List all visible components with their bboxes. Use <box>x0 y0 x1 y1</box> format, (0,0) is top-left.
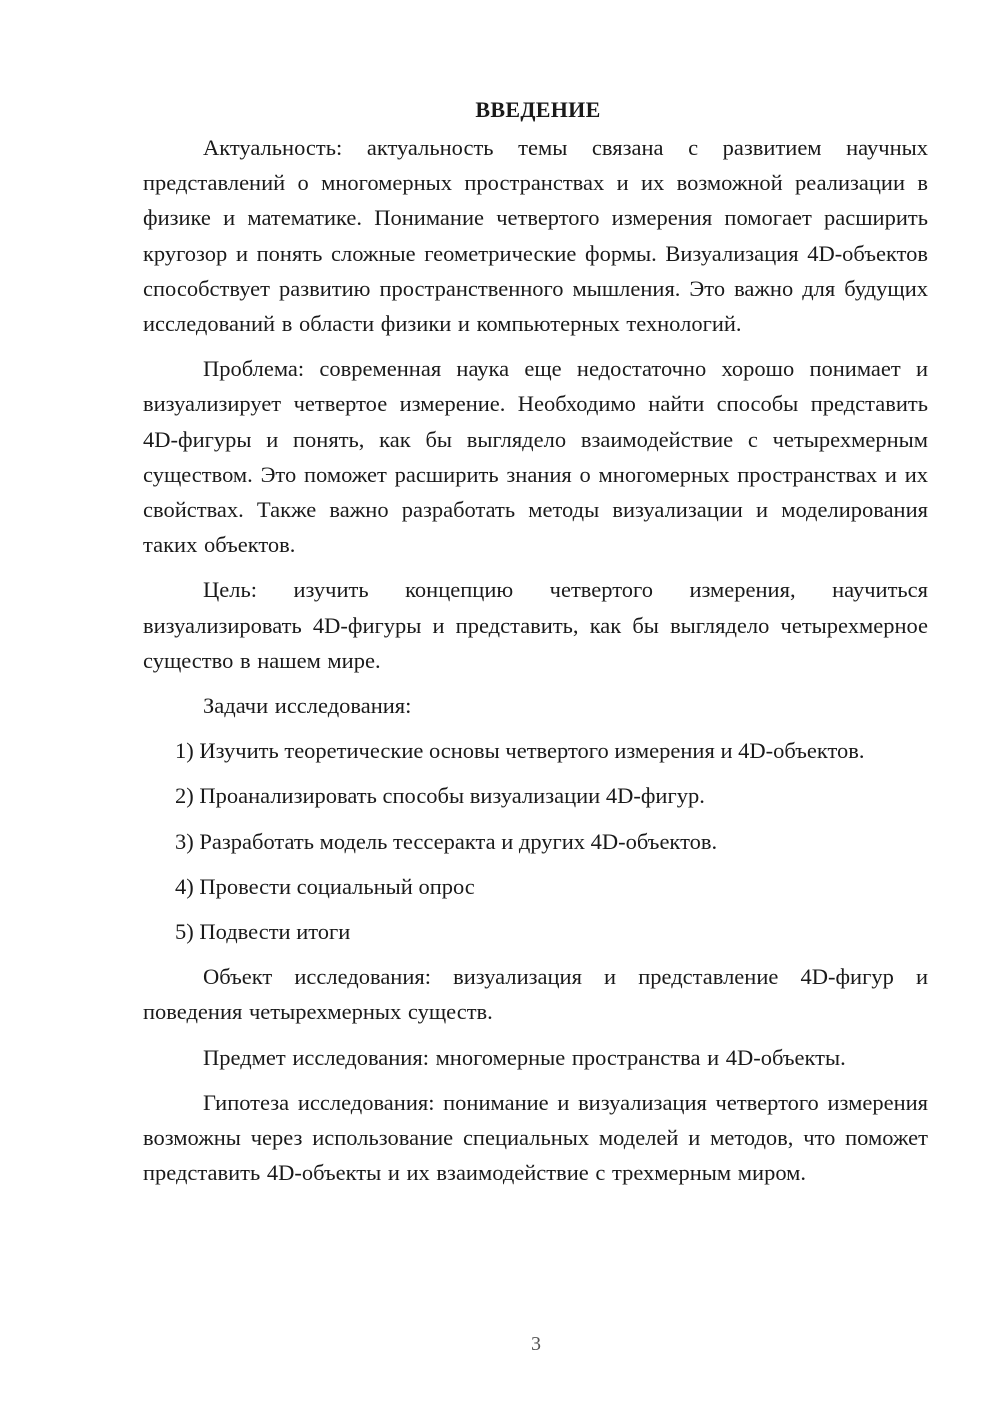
task-item: 1) Изучить теоретические основы четвертого измерения и 4D-объектов. <box>175 738 865 764</box>
page-number: 3 <box>531 1333 541 1355</box>
hypothesis-paragraph: Гипотеза исследования: понимание и визуализация четвертого измерения возможны через использование специальных моделей и методов, что поможет представить 4D-объекты и их взаимодействие с трехмерным миром. <box>143 1089 928 1186</box>
tasks-list <box>143 733 928 949</box>
relevance-paragraph: Актуальность: актуальность темы связана с развитием научных представлений о многомерных пространствах и их возможной реализации в физике и математике. Понимание четвертого измерения помогает расширить кругозор и понять сложные геометрические формы. Визуализация 4D-объектов способствует развитию пространственного мышления. Это важно для будущих исследований в области физики и компьютерных технологий. <box>143 135 928 337</box>
task-item: 3) Разработать модель тессеракта и других 4D-объектов. <box>175 828 718 854</box>
tasks-title: Задачи исследования: <box>203 693 412 719</box>
document-page <box>143 90 928 1200</box>
task-item: 2) Проанализировать способы визуализации 4D-фигур. <box>175 783 705 809</box>
section-heading: ВВЕДЕНИЕ <box>475 97 601 122</box>
task-item: 4) Провести социальный опрос <box>175 873 475 899</box>
task-item: 5) Подвести итоги <box>175 919 351 945</box>
object-paragraph: Объект исследования: визуализация и представление 4D-фигур и поведения четырехмерных существ. <box>143 964 928 1025</box>
problem-paragraph: Проблема: современная наука еще недостаточно хорошо понимает и визуализирует четвертое измерение. Необходимо найти способы представить 4D-фигуры и понять, как бы выглядело взаимодействие с четырехмерным существом. Это поможет расширить знания о многомерных пространствах и их свойствах. Также важно разработать методы визуализации и моделирования таких объектов. <box>143 356 928 558</box>
subject-paragraph: Предмет исследования: многомерные пространства и 4D-объекты. <box>203 1044 846 1070</box>
goal-paragraph: Цель: изучить концепцию четвертого измерения, научиться визуализировать 4D-фигуры и представить, как бы выглядело четырехмерное существо в нашем мире. <box>143 577 928 673</box>
